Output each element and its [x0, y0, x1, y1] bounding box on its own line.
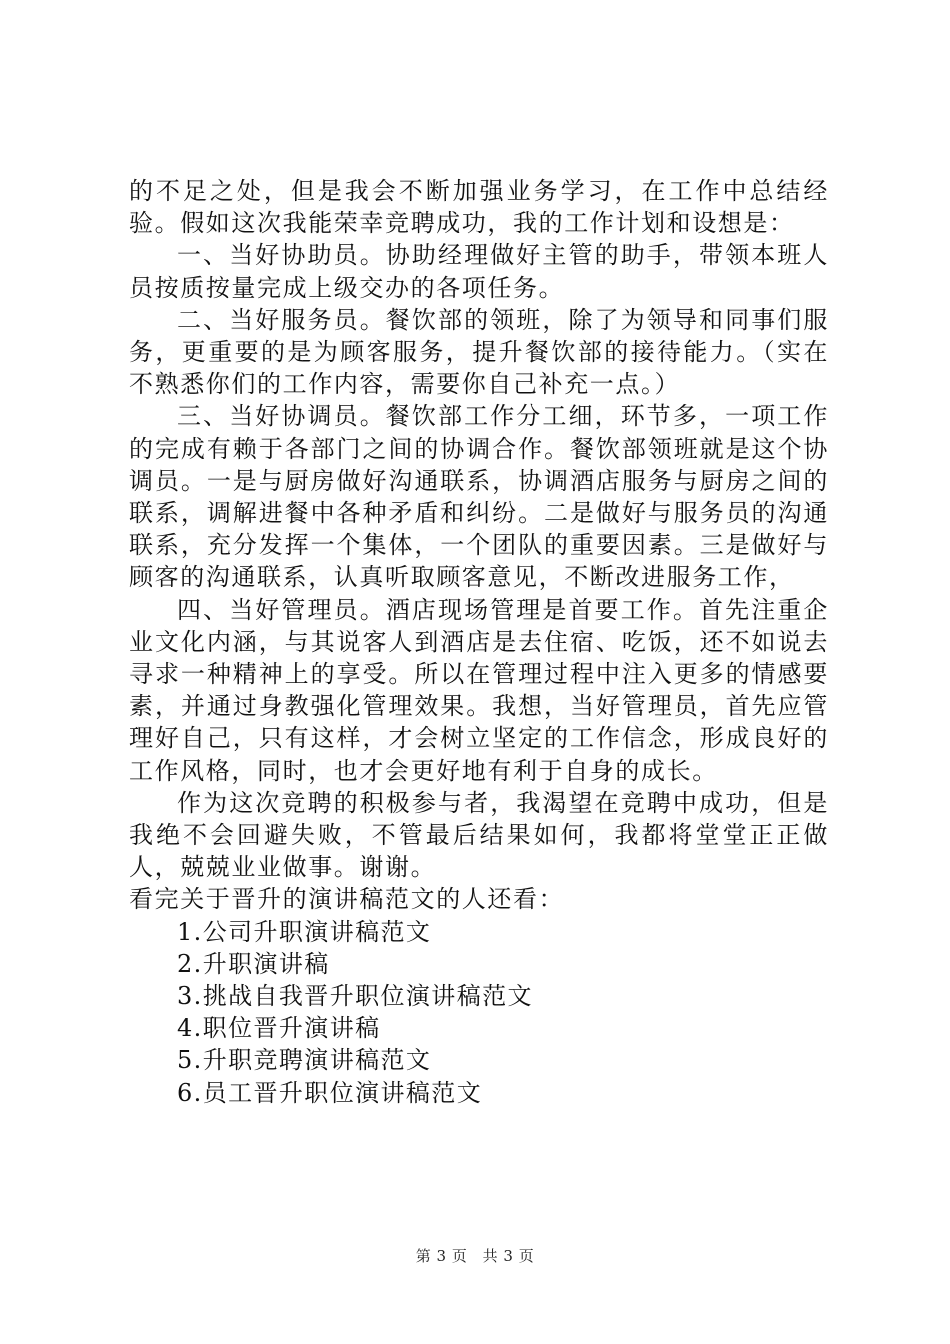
page-number: 第 3 页	[415, 1247, 468, 1265]
document-body	[129, 175, 829, 1109]
page-footer	[0, 1245, 950, 1266]
related-article-link[interactable]: 4.职位晋升演讲稿	[177, 1014, 381, 1043]
related-article-link[interactable]: 2.升职演讲稿	[177, 949, 330, 978]
related-article-link[interactable]: 5.升职竞聘演讲稿范文	[177, 1046, 432, 1075]
related-articles-list	[129, 916, 829, 1109]
paragraph-coordinator-role: 三、当好协调员。餐饮部工作分工细，环节多，一项工作的完成有赖于各部门之间的协调合作。餐饮部领班就是这个协调员。一是与厨房做好沟通联系，协调酒店服务与厨房之间的联系，调解进餐中各种矛盾和纠纷。二是做好与服务员的沟通联系，充分发挥一个集体，一个团队的重要因素。三是做好与顾客的沟通联系，认真听取顾客意见，不断改进服务工作，	[129, 402, 829, 592]
related-articles-heading: 看完关于晋升的演讲稿范文的人还看：	[129, 885, 565, 914]
paragraph-service-role: 二、当好服务员。餐饮部的领班，除了为领导和同事们服务，更重要的是为顾客服务，提升餐饮部的接待能力。（实在不熟悉你们的工作内容，需要你自己补充一点。）	[129, 305, 829, 399]
paragraph-assistant-role: 一、当好协助员。协助经理做好主管的助手，带领本班人员按质按量完成上级交办的各项任务。	[129, 241, 829, 302]
related-article-link[interactable]: 3.挑战自我晋升职位演讲稿范文	[177, 982, 533, 1011]
related-article-link[interactable]: 6.员工晋升职位演讲稿范文	[177, 1078, 483, 1107]
related-article-link[interactable]: 1.公司升职演讲稿范文	[177, 917, 432, 946]
paragraph-continuation: 的不足之处，但是我会不断加强业务学习，在工作中总结经验。假如这次我能荣幸竞聘成功，我的工作计划和设想是：	[129, 177, 829, 238]
page-total: 共 3 页	[482, 1247, 535, 1265]
paragraph-manager-role: 四、当好管理员。酒店现场管理是首要工作。首先注重企业文化内涵，与其说客人到酒店是去住宿、吃饭，还不如说去寻求一种精神上的享受。所以在管理过程中注入更多的情感要素，并通过身教强化管理效果。我想，当好管理员，首先应管理好自己，只有这样，才会树立坚定的工作信念，形成良好的工作风格，同时，也才会更好地有利于自身的成长。	[129, 595, 829, 785]
paragraph-closing: 作为这次竞聘的积极参与者，我渴望在竞聘中成功，但是我绝不会回避失败，不管最后结果如何，我都将堂堂正正做人，兢兢业业做事。谢谢。	[129, 788, 829, 882]
